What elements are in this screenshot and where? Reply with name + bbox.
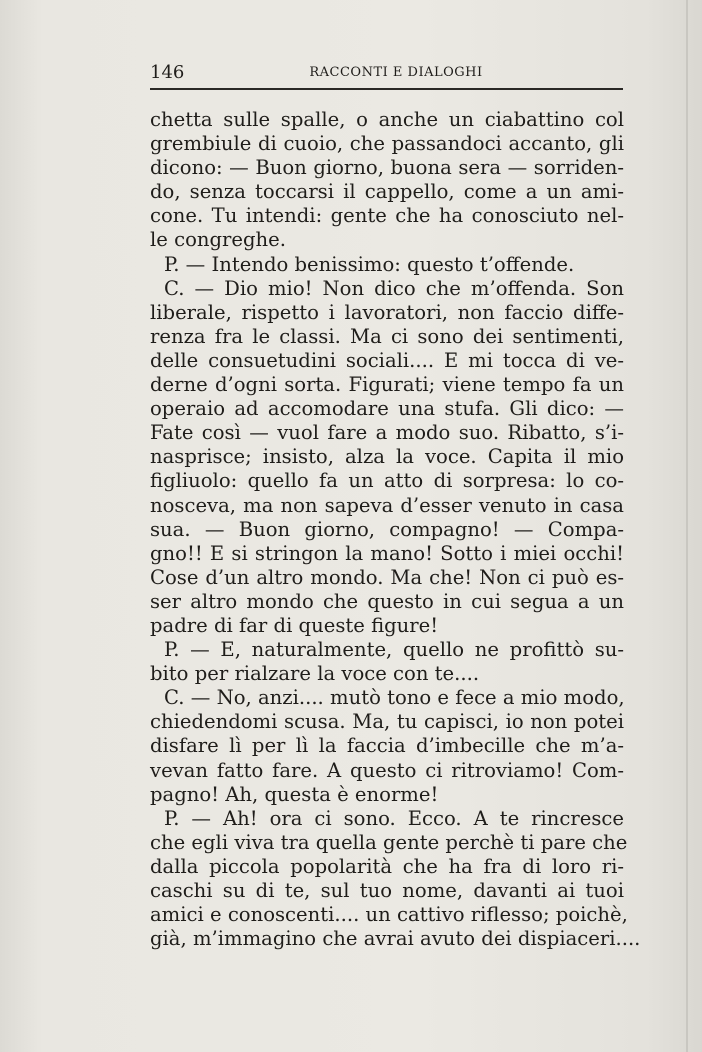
- text-line: già, m’immagino che avrai avuto dei dispiaceri....: [150, 927, 641, 951]
- body-text: [150, 108, 641, 951]
- text-line: dalla piccola popolarità che ha fra di loro ri-: [150, 854, 624, 878]
- text-line: cone. Tu intendi: gente che ha conosciuto nel-: [150, 204, 624, 228]
- text-line: pagno! Ah, questa è enorme!: [150, 782, 439, 806]
- text-line: Fate così — vuol fare a modo suo. Ribatto, s’i-: [150, 421, 624, 445]
- text-line: che egli viva tra quella gente perchè ti pare che: [150, 830, 628, 854]
- text-line: grembiule di cuoio, che passandoci accanto, gli: [150, 132, 624, 156]
- text-line: P. — E, naturalmente, quello ne profittò su-: [164, 638, 624, 662]
- text-line: padre di far di queste figure!: [150, 613, 439, 637]
- text-line: C. — Dio mio! Non dico che m’offenda. Son: [164, 276, 624, 300]
- text-line: chiedendomi scusa. Ma, tu capisci, io non potei: [150, 710, 624, 734]
- text-line: gno!! E si stringon la mano! Sotto i miei occhi!: [150, 541, 624, 565]
- text-line: renza fra le classi. Ma ci sono dei sentimenti,: [150, 324, 624, 348]
- text-line: caschi su di te, sul tuo nome, davanti ai tuoi: [150, 879, 624, 902]
- text-line: Cose d’un altro mondo. Ma che! Non ci può es-: [150, 565, 624, 589]
- text-line: disfare lì per lì la faccia d’imbecille che m’a-: [150, 734, 624, 758]
- text-line: le congreghe.: [150, 228, 286, 252]
- text-line: nosceva, ma non sapeva d’esser venuto in casa: [150, 493, 624, 517]
- header-rule: [150, 88, 623, 90]
- text-line: sua. — Buon giorno, compagno! — Compa-: [150, 517, 624, 541]
- text-line: delle consuetudini sociali.... E mi tocca di ve-: [150, 348, 624, 372]
- running-title: RACCONTI E DIALOGHI: [309, 65, 483, 80]
- text-line: do, senza toccarsi il cappello, come a un ami-: [150, 180, 624, 204]
- text-line: liberale, rispetto i lavoratori, non faccio diffe-: [150, 300, 624, 324]
- page-header: [150, 62, 622, 84]
- text-line: ser altro mondo che questo in cui segua a un: [150, 589, 624, 613]
- text-line: C. — No, anzi.... mutò tono e fece a mio modo,: [164, 686, 625, 710]
- text-line: amici e conoscenti.... un cattivo riflesso; poichè,: [150, 903, 628, 927]
- text-line: P. — Ah! ora ci sono. Ecco. A te rincresce: [164, 806, 624, 830]
- text-line: chetta sulle spalle, o anche un ciabattino col: [150, 108, 624, 131]
- text-line: nasprisce; insisto, alza la voce. Capita il mio: [150, 445, 624, 469]
- text-line: dicono: — Buon giorno, buona sera — sorriden-: [150, 156, 624, 180]
- text-line: derne d’ogni sorta. Figurati; viene tempo fa un: [150, 373, 624, 397]
- page-number: 146: [150, 62, 185, 83]
- text-line: vevan fatto fare. A questo ci ritroviamo! Com-: [150, 758, 624, 782]
- text-line: figliuolo: quello fa un atto di sorpresa: lo co-: [150, 469, 624, 493]
- text-line: P. — Intendo benissimo: questo t’offende.: [164, 252, 575, 276]
- text-line: operaio ad accomodare una stufa. Gli dico: —: [150, 397, 624, 421]
- text-line: bito per rialzare la voce con te....: [150, 662, 480, 686]
- page-edge: [686, 0, 688, 1052]
